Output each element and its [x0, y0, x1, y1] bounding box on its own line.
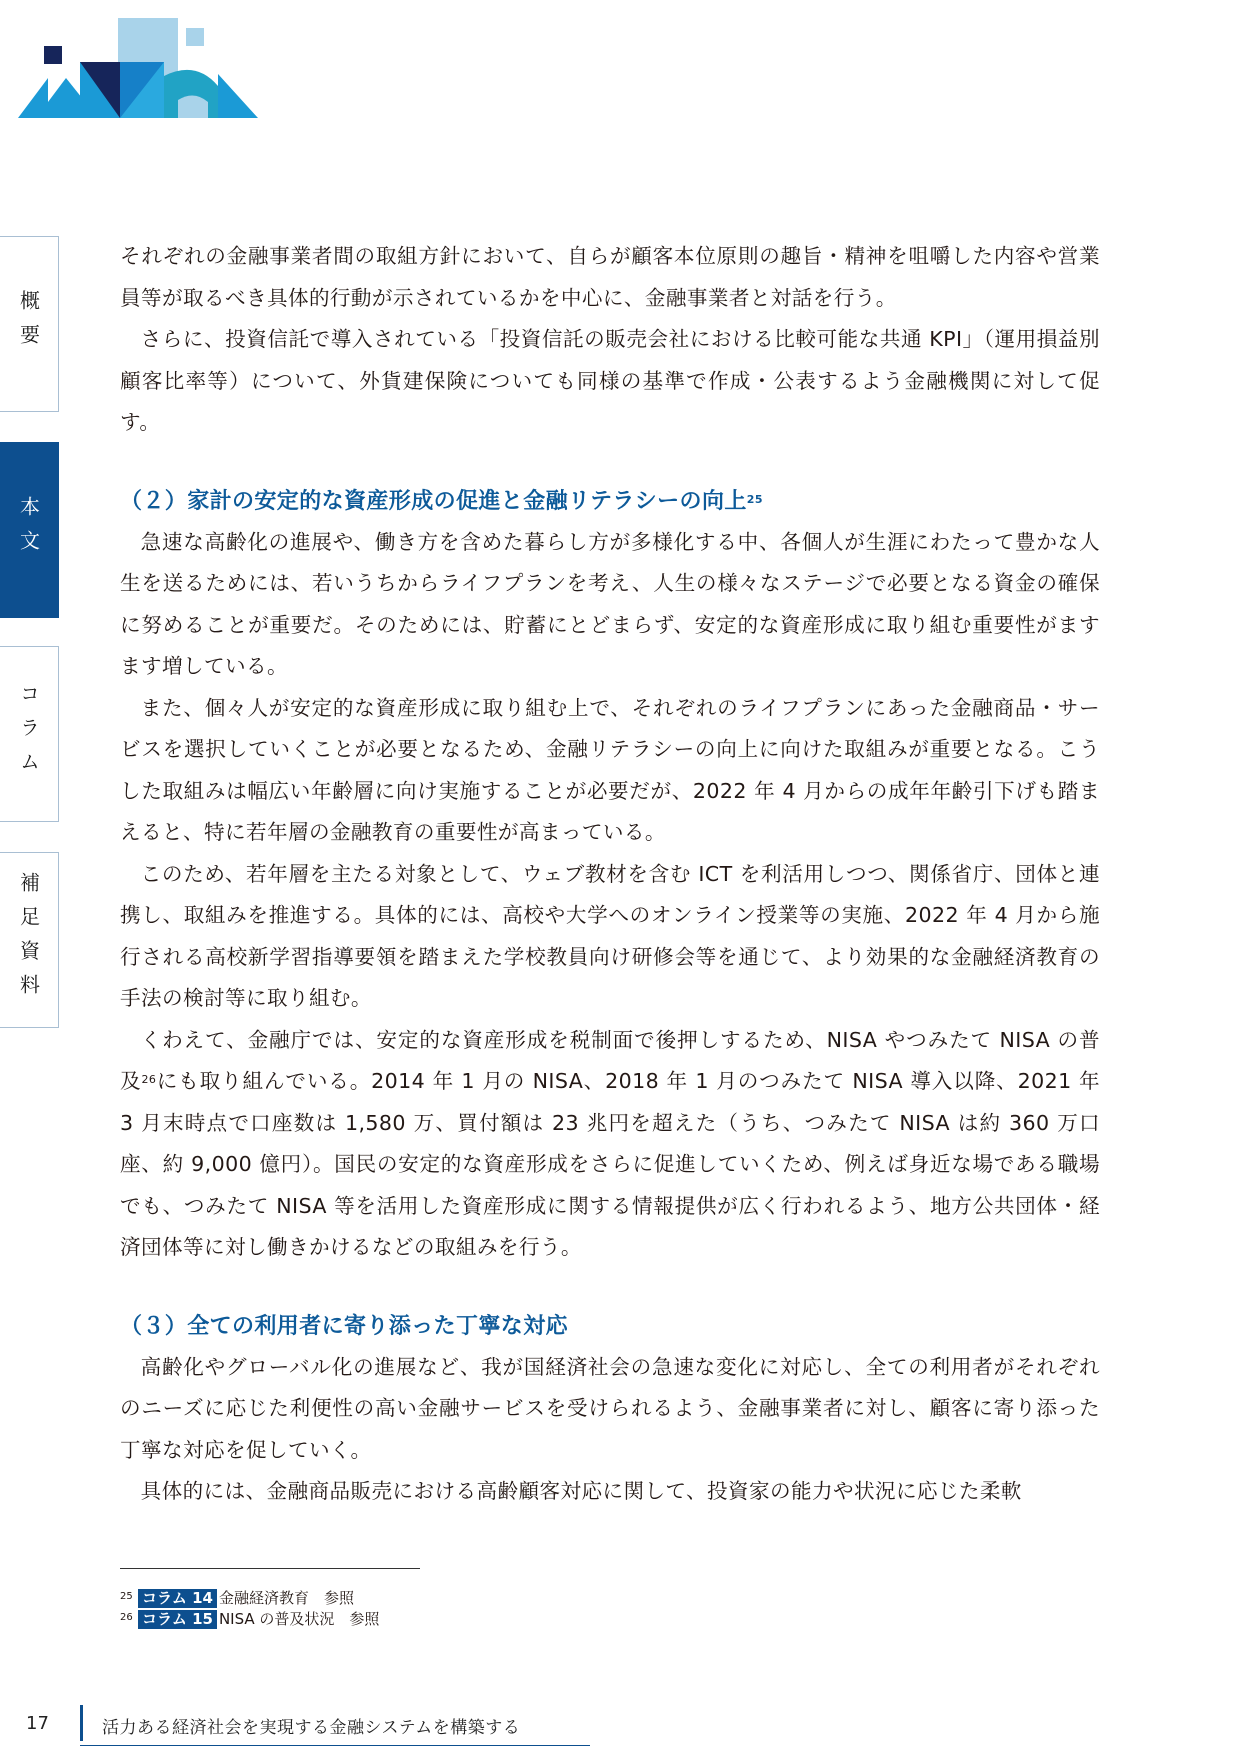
footnote-ref: 26	[141, 1073, 157, 1086]
footnote-text: NISA の普及状況 参照	[218, 1610, 380, 1628]
footer-title: 活力ある経済社会を実現する金融システムを構築する	[102, 1718, 521, 1738]
page-footer	[0, 1705, 600, 1751]
column-badge[interactable]: コラム 15	[138, 1610, 217, 1629]
tab-overview-label: 概要	[16, 290, 41, 358]
footnote-text: 金融経済教育 参照	[218, 1589, 354, 1607]
footnotes	[120, 1588, 379, 1630]
footer-divider	[80, 1705, 83, 1741]
footnote-divider	[120, 1568, 420, 1569]
footnote-number: 25	[120, 1591, 133, 1602]
tab-main-text-label: 本文	[16, 496, 41, 564]
paragraph: また、個々人が安定的な資産形成に取り組む上で、それぞれのライフプランにあった金融商品・サービスを選択していくことが必要となるため、金融リテラシーの向上に向けた取組みが重要となる。こうした取組みは幅広い年齢層に向け実施することが必要だが、2022 年 4 月からの成年年齢引下げも踏まえると、特に若年層の金融教育の重要性が高まっている。	[120, 695, 1100, 844]
footnote-item	[120, 1588, 379, 1609]
page-number: 17	[26, 1713, 49, 1734]
paragraph: このため、若年層を主たる対象として、ウェブ教材を含む ICT を利活用しつつ、関係省庁、団体と連携し、取組みを推進する。具体的には、高校や大学へのオンライン授業等の実施、2022 年 4 月から施行される高校新学習指導要領を踏まえた学校教員向け研修会等を通じて、より効果的な金融経済教育の手法の検討等に取り組む。	[120, 861, 1100, 1010]
section-heading: （３）全ての利用者に寄り添った丁寧な対応	[120, 1313, 569, 1339]
column-badge[interactable]: コラム 14	[138, 1589, 217, 1608]
paragraph-text: にも取り組んでいる。2014 年 1 月の NISA、2018 年 1 月のつみたて NISA 導入以降、2021 年 3 月末時点で口座数は 1,580 万、買付額は 23 兆円を超えた（うち、つみたて NISA は約 360 万口座、約 9,000 億円）。国民の安定的な資産形成をさらに促進していくため、例えば身近な場である職場でも、つみたて NISA 等を活用した資産形成に関する情報提供が広く行われるよう、地方公共団体・経済団体等に対し働きかけるなどの取組みを行う。	[120, 1069, 1100, 1259]
paragraph: さらに、投資信託で導入されている「投資信託の販売会社における比較可能な共通 KPI」（運用損益別顧客比率等）について、外貨建保険についても同様の基準で作成・公表するよう金融機関に対して促す。	[120, 327, 1100, 434]
footer-underline	[80, 1745, 590, 1746]
paragraph	[120, 1020, 1100, 1269]
tab-overview[interactable]	[0, 236, 59, 412]
paragraph: 具体的には、金融商品販売における高齢顧客対応に関して、投資家の能力や状況に応じた柔軟	[140, 1479, 1022, 1503]
section-heading-text: （２）家計の安定的な資産形成の促進と金融リテラシーの向上	[120, 488, 747, 514]
paragraph: それぞれの金融事業者間の取組方針において、自らが顧客本位原則の趣旨・精神を咀嚼した内容や営業員等が取るべき具体的行動が示されているかを中心に、金融事業者と対話を行う。	[120, 244, 1100, 310]
tab-supplementary[interactable]	[0, 852, 59, 1028]
footnote-ref: 25	[746, 492, 763, 506]
tab-supplementary-label: 補足資料	[16, 872, 41, 1008]
tab-column[interactable]	[0, 646, 59, 822]
paragraph: 急速な高齢化の進展や、働き方を含めた暮らし方が多様化する中、各個人が生涯にわたって豊かな人生を送るためには、若いうちからライフプランを考え、人生の様々なステージで必要となる資金の確保に努めることが重要だ。そのためには、貯蓄にとどまらず、安定的な資産形成に取り組む重要性がますます増している。	[120, 529, 1100, 678]
logo-graphic	[18, 16, 278, 120]
tab-column-label: コラム	[16, 683, 41, 785]
paragraph: 高齢化やグローバル化の進展など、我が国経済社会の急速な変化に対応し、全ての利用者がそれぞれのニーズに応じた利便性の高い金融サービスを受けられるよう、金融事業者に対し、顧客に寄り添った丁寧な対応を促していく。	[120, 1354, 1100, 1462]
main-content	[120, 236, 1100, 1513]
tab-main-text[interactable]	[0, 442, 59, 618]
section-heading	[120, 482, 1100, 522]
paragraph-text: くわえて、金融庁では、安定的な資産形成を税制面で後押しするため、NISA やつみたて NISA の普及	[120, 1027, 1100, 1093]
footnote-item	[120, 1609, 379, 1630]
footnote-number: 26	[120, 1612, 133, 1623]
